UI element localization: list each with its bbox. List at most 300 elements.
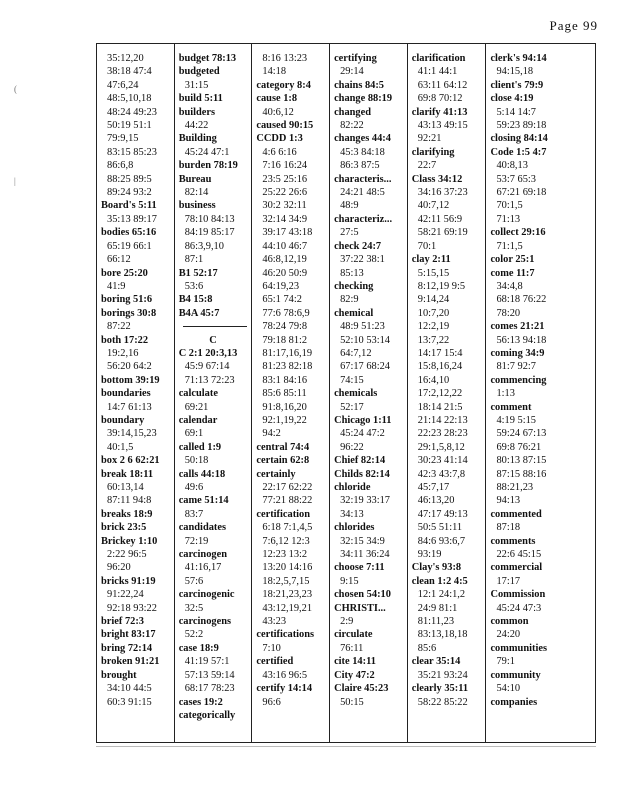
page-references: 56:20 64:2 <box>107 361 152 373</box>
index-term: cite 14:11 <box>334 656 376 668</box>
index-term: budget 78:13 <box>178 53 237 64</box>
page-references: 96:20 <box>107 562 131 574</box>
page-references: 66:12 <box>107 254 131 266</box>
page-references: 32:15 34:9 <box>340 535 385 547</box>
page-references: 86:3,9,10 <box>184 240 224 252</box>
page-references: 8:12,19 9:5 <box>417 280 466 292</box>
index-term: Board's 5:11 <box>101 200 157 212</box>
page-references: 39:14,15,23 <box>107 428 157 440</box>
index-term: Code 1:5 4:7 <box>490 146 547 158</box>
index-term: caused 90:15 <box>256 120 314 132</box>
page-references: 89:24 93:2 <box>107 187 152 199</box>
index-term: bore 25:20 <box>101 267 148 279</box>
page-references: 86:6,8 <box>107 160 134 172</box>
index-term: budgeted <box>178 66 220 78</box>
index-term: clarifying <box>411 146 455 158</box>
index-term: certain 62:8 <box>256 455 310 467</box>
page-references: 59:23 89:18 <box>496 120 547 132</box>
page-references: 69:8 70:12 <box>417 93 463 105</box>
page-references: 45:24 47:3 <box>496 602 542 614</box>
page-references: 77:6 78:6,9 <box>262 307 310 319</box>
index-term: central 74:4 <box>256 441 310 453</box>
page-references: 88:25 89:5 <box>107 173 152 185</box>
page-references: 52:10 53:14 <box>340 334 390 346</box>
index-term: changed <box>334 106 372 118</box>
page-references: 40:1,5 <box>107 441 134 453</box>
page-references: 40:7,12 <box>417 200 450 212</box>
page-references: 19:2,16 <box>107 347 139 359</box>
index-term: choose 7:11 <box>334 562 385 574</box>
index-term: companies <box>490 696 538 708</box>
index-term: comment <box>490 401 532 413</box>
page-references: 82:22 <box>340 120 364 132</box>
index-term: bring 72:14 <box>101 642 153 654</box>
index-term: clerk's 94:14 <box>490 53 547 64</box>
index-term: City 47:2 <box>334 669 375 681</box>
page-references: 71:1,5 <box>496 240 523 252</box>
page-references: 96:6 <box>262 696 281 708</box>
page-number: Page 99 <box>549 18 598 33</box>
page-references: 41:9 <box>107 280 126 292</box>
page-references: 46:8,12,19 <box>262 254 307 266</box>
index-term: C 2:1 20:3,13 <box>178 347 238 359</box>
index-term: Brickey 1:10 <box>101 535 158 547</box>
index-term: common <box>490 616 529 628</box>
index-term: categorically <box>178 709 236 721</box>
page-references: 44:22 <box>184 120 209 132</box>
index-term: collect 29:16 <box>490 227 546 239</box>
index-column-3 <box>252 44 330 742</box>
page-references: 5:15,15 <box>417 267 450 279</box>
page-references: 94:2 <box>262 428 281 440</box>
page-references: 48:5,10,18 <box>107 93 152 105</box>
index-term: break 18:11 <box>101 468 154 480</box>
index-columns <box>97 44 595 742</box>
page-references: 17:17 <box>496 575 521 587</box>
page-references: 25:22 26:6 <box>262 187 308 199</box>
page-references: 30:2 32:11 <box>262 200 307 212</box>
index-term: carcinogenic <box>178 589 235 601</box>
index-term: certification <box>256 508 311 520</box>
index-term: certified <box>256 656 294 668</box>
index-term: commercial <box>490 562 543 574</box>
page-references: 91:22,24 <box>107 589 144 601</box>
page-references: 30:23 41:14 <box>417 455 468 467</box>
index-term: clarify 41:13 <box>411 106 468 118</box>
page-references: 53:7 65:3 <box>496 173 536 185</box>
page-references: 92:21 <box>417 133 442 145</box>
page-references: 45:3 84:18 <box>340 146 385 158</box>
page-references: 85:6 85:11 <box>262 388 307 400</box>
index-column-6 <box>486 44 595 742</box>
page-references: 57:6 <box>184 575 204 587</box>
index-term: bottom 39:19 <box>101 374 160 386</box>
index-term: circulate <box>334 629 373 641</box>
index-term: characteriz... <box>334 213 393 225</box>
margin-tick-mark: ( <box>14 84 17 94</box>
page-references: 58:21 69:19 <box>417 227 468 239</box>
page-references: 82:9 <box>340 294 359 306</box>
index-term: clean 1:2 4:5 <box>411 575 468 587</box>
index-term: brief 72:3 <box>101 616 144 628</box>
page-references: 60:13,14 <box>107 482 144 493</box>
index-term: changes 44:4 <box>334 133 391 145</box>
page-references: 37:22 38:1 <box>340 254 385 266</box>
index-term: bodies 65:16 <box>101 227 157 239</box>
page-references: 87:11 94:8 <box>107 495 152 507</box>
page-references: 34:16 37:23 <box>417 187 468 199</box>
page-references: 53:6 <box>184 280 204 292</box>
page-references: 34:10 44:5 <box>107 683 152 695</box>
page-references: 69:1 <box>184 428 204 440</box>
page-references: 5:14 14:7 <box>496 106 536 118</box>
page-references: 35:21 93:24 <box>417 669 468 681</box>
index-term: borings 30:8 <box>101 307 157 319</box>
margin-tick-mark: | <box>14 176 16 186</box>
index-term: candidates <box>178 522 227 534</box>
page-references: 74:15 <box>340 374 364 386</box>
index-term: closing 84:14 <box>490 133 548 145</box>
page-references: 46:13,20 <box>417 495 455 507</box>
index-term: Childs 82:14 <box>334 468 390 480</box>
page-references: 8:16 13:23 <box>262 53 308 64</box>
page-references: 7:6,12 12:3 <box>262 535 310 547</box>
page-references: 48:9 <box>340 200 359 212</box>
index-term: brick 23:5 <box>101 522 147 534</box>
page-references: 9:14,24 <box>417 294 450 306</box>
page-references: 54:10 <box>496 683 521 695</box>
page-references: 87:22 <box>107 321 131 333</box>
index-term: boundaries <box>101 388 151 400</box>
page-references: 81:17,16,19 <box>262 347 313 359</box>
page-references: 42:11 56:9 <box>417 213 463 225</box>
index-term: coming 34:9 <box>490 347 545 359</box>
page-references: 84:19 85:17 <box>184 227 235 239</box>
index-term: B4A 45:7 <box>178 307 220 319</box>
index-term: come 11:7 <box>490 267 535 279</box>
page-references: 35:12,20 <box>107 53 144 64</box>
page-references: 92:18 93:22 <box>107 602 157 614</box>
page-references: 45:24 47:1 <box>184 146 230 158</box>
page-references: 12:1 24:1,2 <box>417 589 466 601</box>
index-term: Chicago 1:11 <box>334 414 392 426</box>
index-term: called 1:9 <box>178 441 222 453</box>
page-references: 24:20 <box>496 629 521 641</box>
page-references: 40:8,13 <box>496 160 528 172</box>
page-references: 7:16 16:24 <box>262 160 308 172</box>
page-references: 49:6 <box>184 482 204 493</box>
page-references: 34:11 36:24 <box>340 549 390 561</box>
index-term: certainly <box>256 468 296 480</box>
index-term: business <box>178 200 216 212</box>
page-references: 67:21 69:18 <box>496 187 547 199</box>
page-references: 91:8,16,20 <box>262 401 307 413</box>
index-term: Commission <box>490 589 546 601</box>
page-references: 43:13 49:15 <box>417 120 468 132</box>
page-references: 24:21 48:5 <box>340 187 385 199</box>
page-references: 43:16 96:5 <box>262 669 308 681</box>
page-references: 2:9 <box>340 616 354 628</box>
page-references: 80:13 87:15 <box>496 455 547 467</box>
index-term: category 8:4 <box>256 79 311 91</box>
page-references: 47:6,24 <box>107 79 139 91</box>
page-references: 85:6 <box>417 642 437 654</box>
page-references: 16:4,10 <box>417 374 450 386</box>
page-references: 71:13 <box>496 213 521 225</box>
index-term: comes 21:21 <box>490 321 545 333</box>
index-term: communities <box>490 642 548 654</box>
page-references: 83:1 84:16 <box>262 374 308 386</box>
page-references: 9:15 <box>340 575 359 587</box>
page-references: 79:18 81:2 <box>262 334 308 346</box>
page-references: 57:13 59:14 <box>184 669 235 681</box>
page-references: 94:13 <box>496 495 521 507</box>
index-term: calendar <box>178 414 218 426</box>
page-references: 18:2,5,7,15 <box>262 575 310 587</box>
index-term: chains 84:5 <box>334 79 385 91</box>
page-references: 1:13 <box>496 388 515 400</box>
page-references: 43:12,19,21 <box>262 602 313 614</box>
page-references: 12:23 13:2 <box>262 549 308 561</box>
index-term: calculate <box>178 388 218 400</box>
page-references: 41:1 44:1 <box>417 66 458 78</box>
index-term: chloride <box>334 482 371 493</box>
index-term: case 18:9 <box>178 642 219 654</box>
page-references: 32:14 34:9 <box>262 213 308 225</box>
page-references: 41:16,17 <box>184 562 222 574</box>
page-references: 34:13 <box>340 508 364 520</box>
page-references: 78:24 79:8 <box>262 321 308 333</box>
index-term: broken 91:21 <box>101 656 160 668</box>
index-term: B1 52:17 <box>178 267 218 279</box>
index-term: clay 2:11 <box>411 254 451 266</box>
page-references: 64:19,23 <box>262 280 300 292</box>
index-term: clarification <box>411 53 466 64</box>
page-references: 23:5 25:16 <box>262 173 308 185</box>
page-references: 35:13 89:17 <box>107 213 157 225</box>
index-term: clear 35:14 <box>411 656 461 668</box>
page-references: 46:20 50:9 <box>262 267 308 279</box>
page-references: 71:13 72:23 <box>184 374 235 386</box>
page-references: 72:19 <box>184 535 209 547</box>
page-references: 65:1 74:2 <box>262 294 302 306</box>
page-references: 29:14 <box>340 66 364 78</box>
index-column-4 <box>330 44 408 742</box>
page-references: 45:7,17 <box>417 482 450 493</box>
index-term: came 51:14 <box>178 495 229 507</box>
page-references: 14:18 <box>262 66 287 78</box>
index-term: certifying <box>334 53 377 64</box>
page-references: 65:19 66:1 <box>107 240 152 252</box>
index-term: cause 1:8 <box>256 93 298 105</box>
page-references: 18:21,23,23 <box>262 589 313 601</box>
index-term: bright 83:17 <box>101 629 156 641</box>
page-references: 42:3 43:7,8 <box>417 468 466 480</box>
page-references: 7:10 <box>262 642 281 654</box>
index-term: Bureau <box>178 173 212 185</box>
index-term: calls 44:18 <box>178 468 226 480</box>
page-references: 10:7,20 <box>417 307 450 319</box>
page-references: 87:15 88:16 <box>496 468 547 480</box>
index-term: carcinogen <box>178 549 227 561</box>
index-term: CCDD 1:3 <box>256 133 303 145</box>
page-references: 81:7 92:7 <box>496 361 536 373</box>
index-term: commencing <box>490 374 547 386</box>
index-term: close 4:19 <box>490 93 534 105</box>
page-references: 68:17 78:23 <box>184 683 235 695</box>
page-references: 17:2,12,22 <box>417 388 463 400</box>
index-term: brought <box>101 669 137 681</box>
page-references: 48:24 49:23 <box>107 106 157 118</box>
index-term: bricks 91:19 <box>101 575 156 587</box>
page-references: 81:11,23 <box>417 616 455 628</box>
page-references: 56:13 94:18 <box>496 334 547 346</box>
page-references: 12:2,19 <box>417 321 450 333</box>
page-references: 96:22 <box>340 441 364 453</box>
page-references: 78:20 <box>496 307 521 319</box>
index-term: chemical <box>334 307 374 319</box>
page-references: 83:7 <box>184 508 204 520</box>
page-references: 77:21 88:22 <box>262 495 313 507</box>
index-term: client's 79:9 <box>490 79 544 91</box>
index-term: burden 78:19 <box>178 160 238 172</box>
index-term: box 2 6 62:21 <box>101 455 160 467</box>
page-references: 43:23 <box>262 616 287 628</box>
page-references: 69:8 76:21 <box>496 441 542 453</box>
index-term: characteris... <box>334 173 392 185</box>
page-references: 15:8,16,24 <box>417 361 463 373</box>
page-references: 50:19 51:1 <box>107 120 152 132</box>
page-references: 52:2 <box>184 629 204 641</box>
page-references: 13:20 14:16 <box>262 562 313 574</box>
index-term: CHRISTI... <box>334 602 386 614</box>
index-term: commented <box>490 508 542 520</box>
section-letter: C <box>209 334 217 346</box>
page-references: 79:9,15 <box>107 133 139 145</box>
page-references: 81:23 82:18 <box>262 361 313 373</box>
page-references: 68:18 76:22 <box>496 294 547 306</box>
page-references: 48:9 51:23 <box>340 321 385 333</box>
index-term: check 24:7 <box>334 240 382 252</box>
index-term: checking <box>334 280 374 292</box>
page-references: 50:15 <box>340 696 364 708</box>
page-references: 34:4,8 <box>496 280 523 292</box>
index-term: build 5:11 <box>178 93 223 105</box>
section-divider <box>175 320 252 333</box>
page-references: 64:7,12 <box>340 347 372 359</box>
index-term: community <box>490 669 541 681</box>
page-references: 22:7 <box>417 160 437 172</box>
index-term: chlorides <box>334 522 375 534</box>
index-term: Claire 45:23 <box>334 683 389 695</box>
page-references: 27:5 <box>340 227 359 239</box>
page-references: 14:7 61:13 <box>107 401 152 413</box>
index-term: both 17:22 <box>101 334 149 346</box>
page-references: 22:6 45:15 <box>496 549 542 561</box>
index-term: certify 14:14 <box>256 683 313 695</box>
index-term: carcinogens <box>178 616 232 628</box>
page-references: 47:17 49:13 <box>417 508 468 520</box>
page-references: 82:14 <box>184 187 209 199</box>
index-column-2 <box>175 44 253 742</box>
index-term: comments <box>490 535 536 547</box>
page-references: 18:14 21:5 <box>417 401 463 413</box>
page-references: 41:19 57:1 <box>184 656 230 668</box>
page-references: 92:1,19,22 <box>262 414 307 426</box>
page-references: 67:17 68:24 <box>340 361 390 373</box>
page-references: 50:5 51:11 <box>417 522 463 534</box>
page-references: 93:19 <box>417 549 442 561</box>
page-references: 45:9 67:14 <box>184 361 230 373</box>
index-term: boring 51:6 <box>101 294 153 306</box>
page-references: 31:15 <box>184 79 209 91</box>
page-references: 50:18 <box>184 455 209 467</box>
index-term: chosen 54:10 <box>334 589 391 601</box>
page-references: 70:1,5 <box>496 200 523 212</box>
index-column-5 <box>408 44 487 742</box>
index-term: color 25:1 <box>490 254 535 266</box>
page-references: 29:1,5,8,12 <box>417 441 465 453</box>
index-term: breaks 18:9 <box>101 508 153 520</box>
index-term: certifications <box>256 629 315 641</box>
index-term: builders <box>178 106 216 118</box>
index-term: change 88:19 <box>334 93 393 105</box>
page-references: 32:5 <box>184 602 204 614</box>
page-references: 52:17 <box>340 401 364 413</box>
page-references: 87:1 <box>184 254 204 266</box>
page-references: 87:18 <box>496 522 521 534</box>
page-references: 83:13,18,18 <box>417 629 468 641</box>
page-references: 88:21,23 <box>496 482 534 493</box>
page-references: 45:24 47:2 <box>340 428 385 440</box>
index-term: Clay's 93:8 <box>411 562 462 574</box>
page-references: 63:11 64:12 <box>417 79 468 91</box>
footer-rule <box>96 746 596 747</box>
page-references: 38:18 47:4 <box>107 66 152 78</box>
divider-line <box>183 326 248 327</box>
page-references: 78:10 84:13 <box>184 213 235 225</box>
page-references: 21:14 22:13 <box>417 414 468 426</box>
page-references: 84:6 93:6,7 <box>417 535 466 547</box>
index-column-1 <box>97 44 175 742</box>
page-references: 60:3 91:15 <box>107 696 152 708</box>
page-references: 86:3 87:5 <box>340 160 380 172</box>
page-references: 94:15,18 <box>496 66 534 78</box>
page-references: 58:22 85:22 <box>417 696 468 708</box>
index-term: cases 19:2 <box>178 696 223 708</box>
page-references: 76:11 <box>340 642 364 654</box>
page-references: 22:23 28:23 <box>417 428 468 440</box>
word-index-frame <box>96 43 596 743</box>
page-references: 70:1 <box>417 240 437 252</box>
page-references: 79:1 <box>496 656 515 668</box>
page-references: 4:6 6:16 <box>262 146 297 158</box>
page-references: 4:19 5:15 <box>496 414 536 426</box>
page-references: 13:7,22 <box>417 334 450 346</box>
page-references: 22:17 62:22 <box>262 482 313 493</box>
page-references: 14:17 15:4 <box>417 347 463 359</box>
index-term: B4 15:8 <box>178 294 213 306</box>
index-term: Building <box>178 133 217 145</box>
page-references: 83:15 85:23 <box>107 146 157 158</box>
page-references: 39:17 43:18 <box>262 227 313 239</box>
page-references: 85:13 <box>340 267 364 279</box>
page-references: 32:19 33:17 <box>340 495 390 507</box>
index-term: clearly 35:11 <box>411 683 469 695</box>
index-term: chemicals <box>334 388 378 400</box>
index-term: Chief 82:14 <box>334 455 386 467</box>
page-references: 69:21 <box>184 401 209 413</box>
